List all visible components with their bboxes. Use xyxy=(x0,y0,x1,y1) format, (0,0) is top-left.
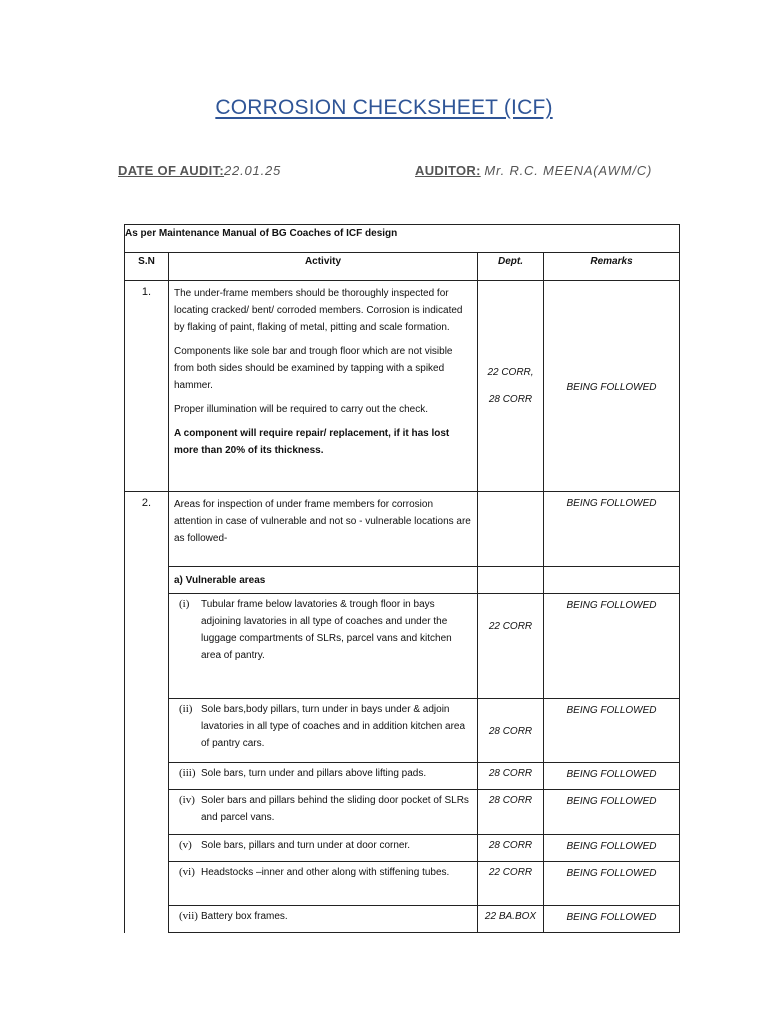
sub-remarks: BEING FOLLOWED xyxy=(544,594,680,699)
sub-dept: 28 CORR xyxy=(478,790,544,835)
row1-para-4: A component will require repair/ replacement, if it has lost more than 20% of its thickness. xyxy=(174,428,450,456)
sub-activity xyxy=(169,862,478,906)
audit-date-value: 22.01.25 xyxy=(224,163,282,178)
vulnerable-heading-row xyxy=(125,567,680,594)
vulnerable-heading: a) Vulnerable areas xyxy=(169,567,478,594)
row1-dept-1: 22 CORR, xyxy=(487,367,534,378)
row1-para-3: Proper illumination will be required to carry out the check. xyxy=(174,404,429,415)
header-dept: Dept. xyxy=(478,253,544,281)
sub-remarks: BEING FOLLOWED xyxy=(544,699,680,763)
sub-row-i xyxy=(125,594,680,699)
audit-date-label: DATE OF AUDIT: xyxy=(118,163,225,178)
row2-sn: 2. xyxy=(125,492,169,933)
page-title: CORROSION CHECKSHEET (ICF) xyxy=(215,96,553,119)
table-caption: As per Maintenance Manual of BG Coaches of ICF design xyxy=(125,225,680,253)
row1-dept-2: 28 CORR xyxy=(488,394,533,405)
sub-remarks: BEING FOLLOWED xyxy=(544,835,680,862)
sub-dept: 22 CORR xyxy=(478,862,544,906)
sub-row-v xyxy=(125,835,680,862)
sub-number: (vii) xyxy=(179,910,198,922)
sub-number: (vi) xyxy=(179,866,195,878)
auditor-value: Mr. R.C. MEENA(AWM/C) xyxy=(484,163,653,178)
sub-dept: 28 CORR xyxy=(478,835,544,862)
sub-row-ii xyxy=(125,699,680,763)
row1-remarks: BEING FOLLOWED xyxy=(544,281,680,492)
row2-remarks: BEING FOLLOWED xyxy=(544,492,680,567)
sub-remarks: BEING FOLLOWED xyxy=(544,906,680,933)
sub-number: (v) xyxy=(179,839,192,851)
sub-text: Tubular frame below lavatories & trough floor in bays adjoining lavatories in all type of coaches and under the luggage compartments of SLRs, parcel vans and kitchen area of pantry. xyxy=(201,599,452,661)
sub-text: Sole bars, turn under and pillars above lifting pads. xyxy=(201,768,427,779)
sub-row-vi xyxy=(125,862,680,906)
sub-text: Sole bars, pillars and turn under at door corner. xyxy=(201,840,411,851)
auditor xyxy=(415,163,652,178)
header-sn: S.N xyxy=(125,253,169,281)
table-row-1 xyxy=(125,281,680,492)
checksheet-table xyxy=(124,224,680,933)
sub-text: Soler bars and pillars behind the sliding door pocket of SLRs and parcel vans. xyxy=(201,795,469,823)
sub-activity xyxy=(169,790,478,835)
sub-dept: 28 CORR xyxy=(478,699,544,763)
row2-dept xyxy=(478,492,544,567)
header-activity: Activity xyxy=(169,253,478,281)
table-row-2 xyxy=(125,492,680,567)
auditor-label: AUDITOR: xyxy=(415,163,481,178)
row1-activity xyxy=(169,281,478,492)
header-remarks: Remarks xyxy=(544,253,680,281)
sub-activity xyxy=(169,763,478,790)
sub-number: (iv) xyxy=(179,794,195,806)
row1-dept xyxy=(478,281,544,492)
sub-activity xyxy=(169,906,478,933)
sub-remarks: BEING FOLLOWED xyxy=(544,790,680,835)
sub-number: (iii) xyxy=(179,767,196,779)
table-header-row xyxy=(125,253,680,281)
sub-text: Headstocks –inner and other along with stiffening tubes. xyxy=(201,867,450,878)
sub-row-vii xyxy=(125,906,680,933)
sub-number: (ii) xyxy=(179,703,193,715)
sub-dept: 28 CORR xyxy=(478,763,544,790)
sub-number: (i) xyxy=(179,598,190,610)
sub-remarks: BEING FOLLOWED xyxy=(544,763,680,790)
row1-para-2: Components like sole bar and trough floor which are not visible from both sides should be examined by tapping with a spiked hammer. xyxy=(174,346,453,391)
sub-dept: 22 CORR xyxy=(478,594,544,699)
sub-row-iv xyxy=(125,790,680,835)
row1-para-1: The under-frame members should be thoroughly inspected for locating cracked/ bent/ corroded members. Corrosion is indicated by flaking of paint, flaking of metal, pitting and scale formation. xyxy=(174,288,463,333)
sub-activity xyxy=(169,835,478,862)
audit-date xyxy=(118,163,281,178)
row1-sn: 1. xyxy=(125,281,169,492)
sub-dept: 22 BA.BOX xyxy=(478,906,544,933)
sub-text: Battery box frames. xyxy=(201,911,288,922)
sub-activity xyxy=(169,594,478,699)
sub-activity xyxy=(169,699,478,763)
sub-row-iii xyxy=(125,763,680,790)
table-caption-row xyxy=(125,225,680,253)
sub-text: Sole bars,body pillars, turn under in bays under & adjoin lavatories in all type of coaches and in addition kitchen area of pantry cars. xyxy=(201,704,466,749)
sub-remarks: BEING FOLLOWED xyxy=(544,862,680,906)
row2-activity: Areas for inspection of under frame members for corrosion attention in case of vulnerable and not so - vulnerable locations are as followed- xyxy=(169,492,478,567)
